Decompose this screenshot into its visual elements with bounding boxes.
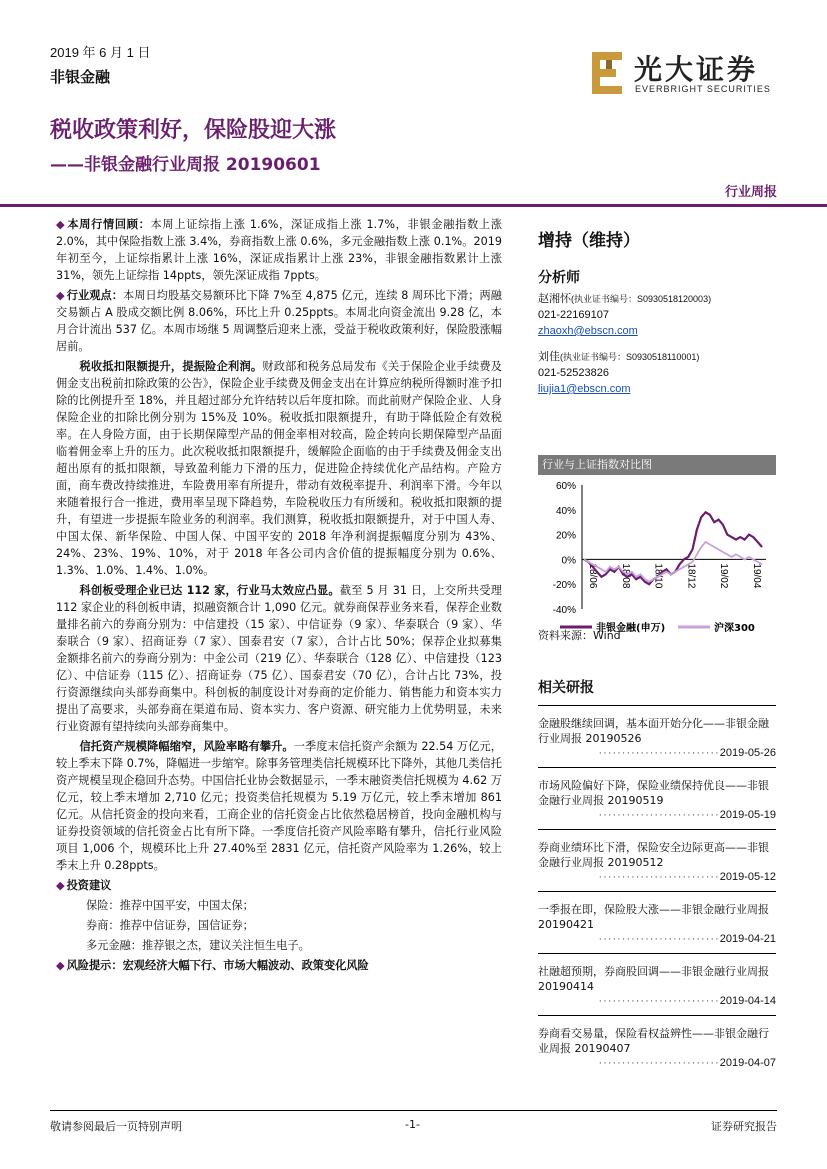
para-heading: 风险提示： — [66, 959, 123, 972]
x-tick-label: 18/12 — [685, 563, 697, 589]
report-subtitle: ——非银金融行业周报 20190601 — [50, 155, 321, 175]
diamond-bullet-icon: ◆ — [56, 879, 65, 892]
related-report-title: 券商看交易量，保险看权益辨性——非银金融行业周报 20190407 — [538, 1027, 769, 1055]
sector-label: 非银金融 — [50, 68, 111, 86]
related-report-date-row — [538, 808, 776, 823]
invest-brokers: 券商：推荐中信证券，国信证券； — [86, 919, 254, 932]
para-text: 财政部和税务总局发布《关于保险企业手续费及佣金支出税前扣除政策的公告》，保险企业手续费及佣金支出在计算应纳税所得额时准予扣除的比例提升至 18%，并且超过部分允许结转以后年度扣除。而此前财产保险企业、人身保险企业的扣除比例分别为 15%及 10%。税收抵扣限额提升，有助于降低险企有效税率。在人身险方面，由于长期保障型产品的佣金率相对较高，险企转向长期保障型产品面临着佣金率上升的压力。此次税收抵扣限额提升，缓解险企面临的由于手续费及佣金支出超出原有的抵扣限额，导致盈利能力下滑的压力，促进险企持续优化产品结构。产险方面，商车费改持续推进，车险费用率有所提升，带动有效税率提升、利润率下滑。今年以来随着报行合一推进，费用率呈现下降趋势，车险税收压力有所缓和。税收抵扣限额的提升，有望进一步提振车险业务的利润率。我们测算，税收抵扣限额提升，对于中国人寿、中国太保、新华保险、中国人保、中国平安的 2018 年净利润提振幅度分别为 43%、24%、23%、19%、10%，对于 2018 年各公司内含价值的提振幅度分别为 0.6%、1.3%、1.0%、1.4%、1.0%。 — [56, 360, 502, 577]
diamond-bullet-icon: ◆ — [56, 959, 65, 972]
related-report-item[interactable] — [538, 891, 776, 953]
related-report-date: 2019-05-12 — [719, 871, 776, 883]
x-tick-label: 18/06 — [587, 563, 598, 589]
related-report-date: 2019-05-19 — [719, 809, 776, 821]
para-heading: 投资建议 — [66, 879, 112, 892]
related-report-title: 券商业绩环比下滑，保险安全边际更高——非银金融行业周报 20190512 — [538, 841, 769, 869]
chart-canvas — [538, 475, 776, 645]
related-report-title: 社融超预期，券商股回调——非银金融行业周报 20190414 — [538, 965, 769, 993]
leader-dots: ·························· — [598, 933, 720, 945]
related-report-item[interactable] — [538, 767, 776, 829]
analyst-phone: 021-22169107 — [538, 309, 609, 321]
analyst-1 — [538, 291, 776, 339]
rating: 增持（维持） — [538, 231, 640, 251]
para-heading: 本周行情回顾： — [67, 218, 151, 231]
paragraph-trust — [56, 738, 502, 874]
para-text: 本周上证综指上涨 1.6%，深证成指上涨 1.7%，非银金融指数上涨 2.0%，其中保险指数上涨 3.4%，券商指数上涨 0.6%，多元金融指数上涨 0.1%。2019 年初至今，上证综指累计上涨 16%，深证成指累计上涨 23%，非银金融指数累计上涨 31%，领先上证综指 14ppts，领先深证成指 7ppts。 — [56, 218, 502, 282]
related-report-title: 市场风险偏好下降，保险业绩保持优良——非银金融行业周报 20190519 — [538, 779, 769, 807]
analyst-email-link[interactable]: zhaoxh@ebscn.com — [538, 325, 638, 337]
report-title: 税收政策利好，保险股迎大涨 — [50, 118, 337, 143]
related-report-title: 一季报在即，保险股大涨——非银金融行业周报 20190421 — [538, 903, 769, 931]
related-report-item[interactable] — [538, 1015, 776, 1077]
logo-en-text: EVERBRIGHT SECURITIES — [635, 84, 771, 94]
legend-label: 非银金融(申万) — [596, 623, 666, 634]
sidebar — [538, 216, 776, 397]
leader-dots: ·························· — [598, 995, 720, 1007]
paragraph-market-review — [56, 216, 502, 284]
paragraph-industry-view — [56, 287, 502, 355]
everbright-logo-icon — [588, 48, 628, 98]
paragraph-tax — [56, 358, 502, 579]
comparison-chart — [538, 455, 776, 645]
analyst-cert: (执业证书编号：S0930518110001) — [560, 352, 700, 362]
para-heading: 信托资产规模降幅缩窄，风险率略有攀升。 — [79, 740, 294, 753]
leader-dots: ·························· — [598, 1057, 720, 1069]
related-report-date-row — [538, 746, 776, 761]
report-type: 行业周报 — [724, 185, 777, 200]
paragraph-star-market — [56, 582, 502, 735]
y-tick-label: 60% — [555, 481, 576, 492]
x-tick-label: 19/04 — [751, 563, 762, 589]
invest-insurance: 保险：推荐中国平安，中国太保； — [86, 899, 254, 912]
related-reports — [538, 677, 776, 1077]
y-tick-label: 20% — [555, 530, 576, 542]
invest-diversified: 多元金融：推荐银之杰，建议关注恒生电子。 — [86, 939, 310, 952]
para-text: 本周日均股基交易额环比下降 7%至 4,875 亿元，连续 8 周环比下滑；两融交易额占 A 股成交额比例 8.06%，环比上升 0.25ppts。本周北向资金流出 9.28 亿，本月合计流出 537 亿。本周市场继 5 周调整后迎来上涨，受益于税收政策利好，保险股涨幅居前。 — [56, 289, 502, 353]
related-report-date: 2019-04-14 — [719, 995, 776, 1007]
leader-dots: ·························· — [598, 871, 720, 883]
para-text: 截至 5 月 31 日，上交所共受理 112 家企业的科创板申请，拟融资额合计 1,090 亿元。就券商保荐业务来看，保荐企业数量排名前六的券商分别为：中信建投（15 家）、中信证券（9 家）、华泰联合（9 家）、华泰联合（9 家）、招商证券（7 家）、国泰君安（7 家），合计占比 50%；保荐企业拟募集金额排名前六的券商分别为：中金公司（219 亿）、华泰联合（128 亿）、中信建投（123 亿）、中信证券（115 亿）、招商证券（75 亿）、国泰君安（70 亿），合计占比 73%，投行资源继续向头部券商集中。科创板的制度设计对券商的定价能力、销售能力和资本实力提出了高要求，头部券商在渠道布局、资本实力、客户资源、研究能力上优势明显，未来行业资源有望持续向头部券商集中。 — [56, 584, 502, 733]
related-report-date-row — [538, 870, 776, 885]
report-date: 2019 年 6 月 1 日 — [50, 45, 151, 60]
related-report-item[interactable] — [538, 705, 776, 767]
logo-cn-text: 光大证券 — [634, 53, 759, 86]
chart-source: 资料来源：Wind — [538, 629, 621, 642]
analyst-name: 赵湘怀 — [538, 293, 571, 305]
series-line-1 — [584, 542, 762, 582]
related-report-item[interactable] — [538, 829, 776, 891]
leader-dots: ·························· — [598, 809, 720, 821]
footer-label: 证券研究报告 — [711, 1120, 777, 1133]
related-report-date-row — [538, 1056, 776, 1071]
para-text: 宏观经济大幅下行、市场大幅波动、政策变化风险 — [122, 959, 369, 972]
y-tick-label: -40% — [552, 605, 576, 616]
related-report-title: 金融股继续回调，基本面开始分化——非银金融行业周报 20190526 — [538, 717, 769, 745]
related-report-date-row — [538, 932, 776, 947]
related-report-date-row — [538, 994, 776, 1009]
related-report-date: 2019-04-21 — [719, 933, 776, 945]
analyst-heading: 分析师 — [538, 270, 580, 286]
brand-logo — [588, 46, 778, 102]
related-report-date: 2019-05-26 — [719, 747, 776, 759]
analyst-cert: (执业证书编号：S0930518120003) — [571, 294, 712, 304]
y-tick-label: -20% — [552, 580, 576, 592]
x-tick-label: 18/08 — [619, 563, 631, 589]
analyst-email-link[interactable]: liujia1@ebscn.com — [538, 383, 631, 395]
para-heading: 行业观点： — [66, 289, 123, 302]
main-content — [56, 216, 502, 977]
y-tick-label: 0% — [561, 555, 576, 567]
related-report-item[interactable] — [538, 953, 776, 1015]
investment-heading — [56, 877, 502, 894]
legend-label: 沪深300 — [714, 623, 755, 634]
diamond-bullet-icon: ◆ — [56, 289, 65, 302]
footer-disclaimer: 敬请参阅最后一页特别声明 — [50, 1120, 182, 1133]
page-number: -1- — [405, 1118, 420, 1131]
risk-warning — [56, 957, 502, 974]
footer-divider — [50, 1110, 777, 1111]
header-divider — [0, 204, 827, 207]
related-heading: 相关研报 — [538, 680, 594, 696]
para-text: 一季度末信托资产余额为 22.54 万亿元，较上季末下降 0.7%，降幅进一步缩窄。除事务管理类信托规模环比下降外，其他几类信托资产规模呈现企稳回升态势。中国信托业协会数据显示，一季末融资类信托规模为 4.62 万亿元，较上季末增加 2,710 亿元；投资类信托规模为 5.19 万亿元，较上季末增加 861 亿元。从信托资金的投向来看，工商企业的信托资金占比依然稳居榜首，投向金融机构与证券投资领域的信托资金占比有所下降。一季度信托资产风险率略有攀升，信托行业风险项目 1,006 个，规模环比上升 27.40%至 2831 亿元，信托资产风险率为 1.26%，较上季末上升 0.28ppts。 — [56, 740, 502, 872]
x-tick-label: 18/10 — [652, 563, 664, 589]
leader-dots: ·························· — [598, 747, 720, 759]
related-report-date: 2019-04-07 — [719, 1057, 776, 1069]
chart-title: 行业与上证指数对比图 — [538, 455, 776, 475]
analyst-phone: 021-52523826 — [538, 367, 609, 379]
y-tick-label: 40% — [555, 505, 576, 517]
analyst-2 — [538, 349, 776, 397]
para-heading: 科创板受理企业已达 112 家，行业马太效应凸显。 — [79, 584, 340, 597]
para-heading: 税收抵扣限额提升，提振险企利润。 — [79, 360, 263, 373]
diamond-bullet-icon: ◆ — [56, 218, 66, 231]
analyst-name: 刘佳 — [538, 351, 560, 363]
x-tick-label: 19/02 — [718, 563, 730, 589]
